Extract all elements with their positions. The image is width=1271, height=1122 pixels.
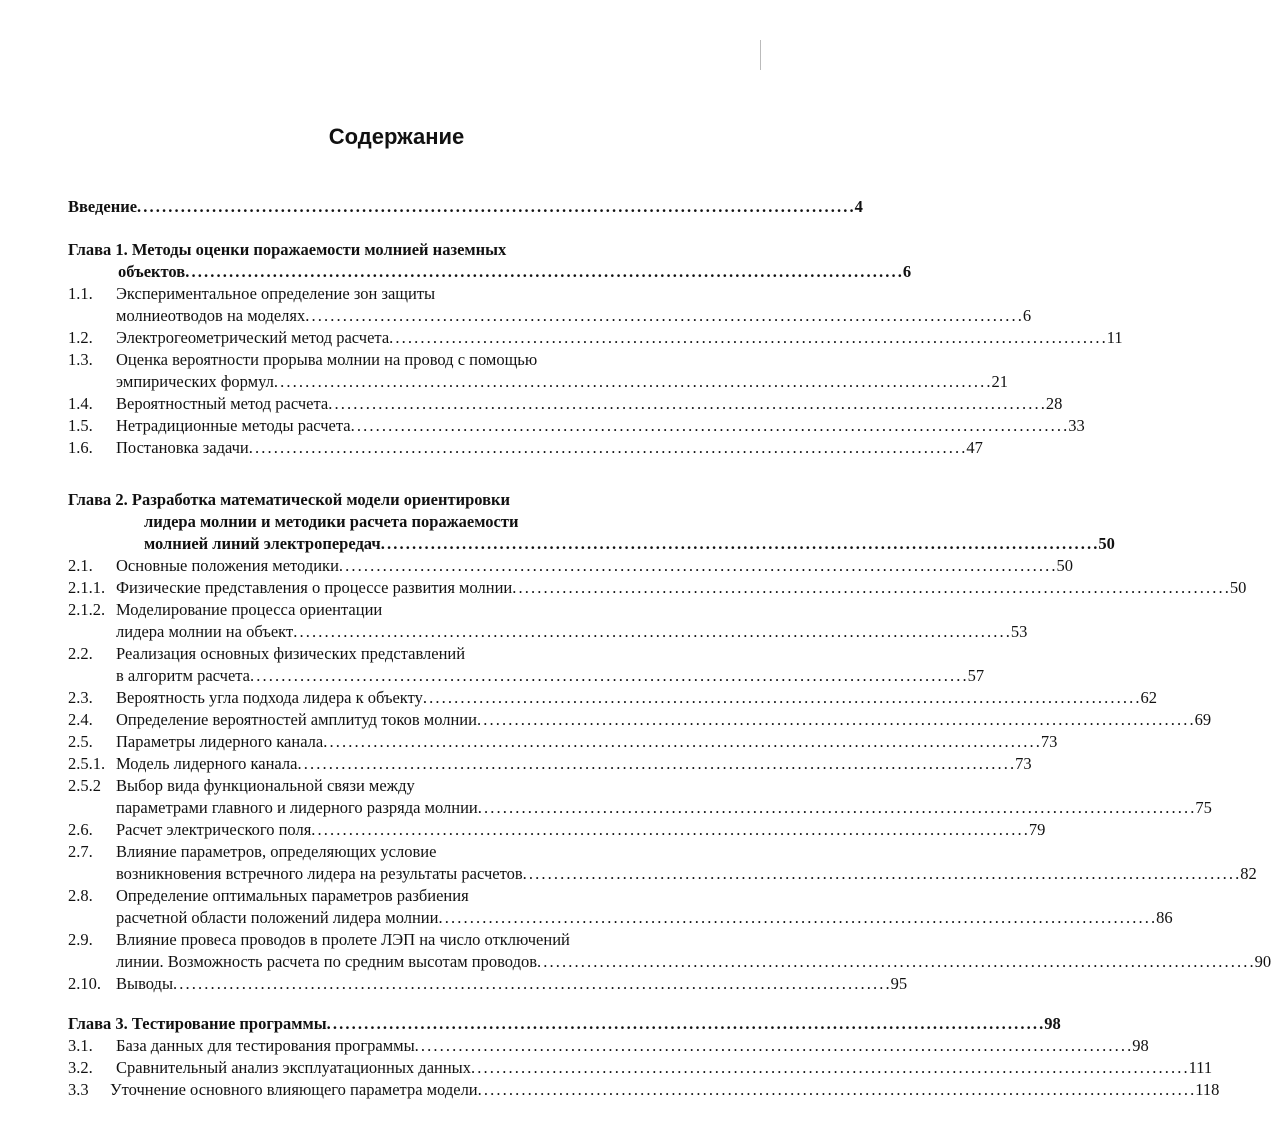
toc-chapter-2-heading[interactable]: Глава 2. Разработка математической модели ориентировки <box>68 490 511 509</box>
toc-item-2-3[interactable]: 2.3. Вероятность угла подхода лидера к объекту . . . 62 <box>68 687 708 709</box>
page-number: 73 <box>1015 754 1032 773</box>
page-number: 111 <box>1188 1058 1213 1077</box>
page-number: 6 <box>902 262 912 281</box>
toc-chapter-3[interactable]: Глава 3. Тестирование программы . . . 98 <box>68 1013 708 1035</box>
toc-item-2-5-2-line1[interactable]: 2.5.2 Выбор вида функциональной связи между <box>68 776 415 795</box>
page-number: 50 <box>1056 556 1074 575</box>
page-number: 86 <box>1156 908 1173 927</box>
toc-chapter-1[interactable]: объектов . . . 6 <box>68 261 708 283</box>
page-number: 62 <box>1140 688 1157 707</box>
toc-item-2-8[interactable]: расчетной области положений лидера молнии . . . 86 <box>68 907 708 929</box>
page-number: 79 <box>1028 820 1046 839</box>
toc-item-2-5-2[interactable]: параметрами главного и лидерного разряда молнии . . . 75 <box>68 797 708 819</box>
toc-item-1-1-line1[interactable]: 1.1. Экспериментальное определение зон защиты <box>68 284 436 303</box>
toc-item-3-1[interactable]: 3.1. База данных для тестирования программы . . . 98 <box>68 1035 708 1057</box>
toc-item-2-9-line1[interactable]: 2.9. Влияние провеса проводов в пролете ЛЭП на число отключений <box>68 930 570 949</box>
toc-item-2-1-1[interactable]: 2.1.1. Физические представления о процессе развития молнии . . . 50 <box>68 577 708 599</box>
toc-item-1-2[interactable]: 1.2. Электрогеометрический метод расчета . . . 11 <box>68 327 708 349</box>
page-number: 47 <box>966 438 983 457</box>
toc-item-2-6[interactable]: 2.6. Расчет электрического поля . . . 79 <box>68 819 708 841</box>
toc-item-2-1-2-line1[interactable]: 2.1.2. Моделирование процесса ориентации <box>68 600 383 619</box>
toc-item-2-5-1[interactable]: 2.5.1. Модель лидерного канала . . . 73 <box>68 753 708 775</box>
page-number: 4 <box>854 197 863 216</box>
page-number: 69 <box>1194 710 1212 729</box>
toc-item-1-6[interactable]: 1.6. Постановка задачи . . . 47 <box>68 437 708 459</box>
page-number: 11 <box>1106 328 1123 347</box>
toc-chapter-1-heading[interactable]: Глава 1. Методы оценки поражаемости молнией наземных <box>68 240 507 259</box>
page-number: 90 <box>1254 952 1271 971</box>
page-number: 98 <box>1044 1014 1061 1033</box>
toc-item-1-3-line1[interactable]: 1.3. Оценка вероятности прорыва молнии на провод с помощью <box>68 350 538 369</box>
scan-margin-line <box>760 40 761 70</box>
page-number: 6 <box>1022 306 1032 325</box>
toc-item-2-8-line1[interactable]: 2.8. Определение оптимальных параметров разбиения <box>68 886 469 905</box>
page-number: 82 <box>1240 864 1257 883</box>
page-number: 57 <box>967 666 985 685</box>
toc-item-3-2[interactable]: 3.2. Сравнительный анализ эксплуатационных данных . . . 111 <box>68 1057 708 1079</box>
toc-item-2-9[interactable]: линии. Возможность расчета по средним высотам проводов . . . 90 <box>68 951 708 973</box>
toc-item-2-2-line1[interactable]: 2.2. Реализация основных физических представлений <box>68 644 466 663</box>
toc-chapter-2[interactable]: молнией линий электропередач . . . 50 <box>68 533 708 555</box>
toc-item-2-5[interactable]: 2.5. Параметры лидерного канала . . . 73 <box>68 731 708 753</box>
toc-item-1-5[interactable]: 1.5. Нетрадиционные методы расчета . . . 33 <box>68 415 708 437</box>
toc-item-2-1[interactable]: 2.1. Основные положения методики . . . 50 <box>68 555 708 577</box>
toc-item-2-2[interactable]: в алгоритм расчета . . . 57 <box>68 665 708 687</box>
toc-item-2-7-line1[interactable]: 2.7. Влияние параметров, определяющих условие <box>68 842 437 861</box>
page-number: 28 <box>1045 394 1063 413</box>
page-number: 98 <box>1132 1036 1149 1055</box>
page-number: 50 <box>1229 578 1247 597</box>
page-number: 53 <box>1010 622 1028 641</box>
page-number: 73 <box>1040 732 1058 751</box>
toc-item-1-4[interactable]: 1.4. Вероятностный метод расчета . . . 28 <box>68 393 708 415</box>
toc-item-3-3[interactable]: 3.3 Уточнение основного влияющего параметра модели . . . 118 <box>68 1079 708 1101</box>
page-number: 21 <box>991 372 1008 391</box>
toc-item-1-3[interactable]: эмпирических формул . . . 21 <box>68 371 708 393</box>
toc-item-2-10[interactable]: 2.10. Выводы . . . 95 <box>68 973 708 995</box>
toc-item-2-4[interactable]: 2.4. Определение вероятностей амплитуд токов молнии . . . 69 <box>68 709 708 731</box>
page-number: 50 <box>1098 534 1115 553</box>
page-number: 118 <box>1195 1080 1220 1099</box>
page-title: Содержание <box>328 124 465 149</box>
toc-chapter-2-heading-line2[interactable]: лидера молнии и методики расчета поражаемости <box>144 512 519 531</box>
page-number: 75 <box>1195 798 1212 817</box>
toc-intro[interactable]: Введение . . . 4 <box>68 196 708 218</box>
toc-item-2-7[interactable]: возникновения встречного лидера на результаты расчетов . . . 82 <box>68 863 708 885</box>
page-number: 33 <box>1068 416 1085 435</box>
toc-item-1-1[interactable]: молниеотводов на моделях . . . 6 <box>68 305 708 327</box>
page-number: 95 <box>890 974 908 993</box>
toc-item-2-1-2[interactable]: лидера молнии на объект . . . 53 <box>68 621 708 643</box>
